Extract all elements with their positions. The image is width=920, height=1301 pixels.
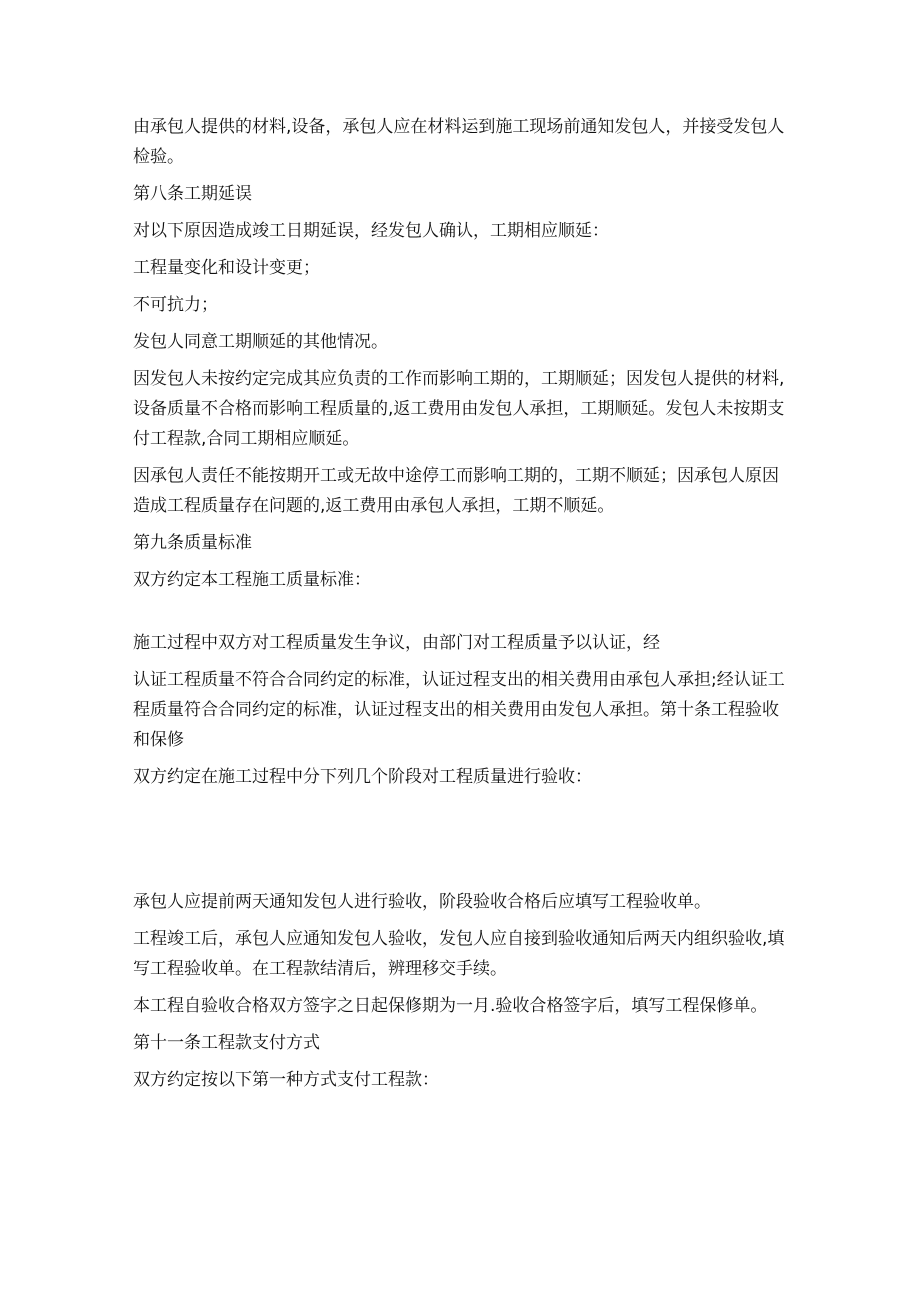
blank-space-quality-standard [133,602,788,628]
blank-space-acceptance-stages [133,799,788,887]
paragraph-quality-standard: 双方约定本工程施工质量标准： [133,570,371,590]
paragraph-employer-delay-responsibility: 因发包人未按约定完成其应负责的工作而影响工期的，工期顺延；因发包人提供的材料,设备质量不合格而影响工程质量的,返工费用由发包人承担，工期顺延。发包人未按期支付工程款,合同工期相应顺延。 [133,369,785,449]
paragraph-contractor-delay-responsibility: 因承包人责任不能按期开工或无故中途停工而影响工期的，工期不顺延；因承包人原因造成工程质量存在问题的,返工费用由承包人承担，工期不顺延。 [133,466,779,516]
paragraph-delay-reason-force-majeure: 不可抗力； [133,295,218,315]
section-heading-article-11: 第十一条工程款支付方式 [133,1033,320,1053]
paragraph-quality-dispute: 施工过程中双方对工程质量发生争议，由部门对工程质量予以认证，经 [133,633,660,653]
paragraph-stage-acceptance-intro: 双方约定在施工过程中分下列几个阶段对工程质量进行验收： [133,767,592,787]
paragraph-delay-reasons-intro: 对以下原因造成竣工日期延误，经发包人确认，工期相应顺延： [133,221,609,241]
section-heading-article-9: 第九条质量标准 [133,533,252,553]
paragraph-payment-method: 双方约定按以下第一种方式支付工程款： [133,1070,439,1090]
paragraph-stage-acceptance-notice: 承包人应提前两天通知发包人进行验收，阶段验收合格后应填写工程验收单。 [133,892,711,912]
paragraph-delay-reason-change: 工程量变化和设计变更； [133,258,320,278]
document-body [133,112,788,1102]
paragraph-delay-reason-other: 发包人同意工期顺延的其他情况。 [133,332,388,352]
paragraph-completion-acceptance: 工程竣工后，承包人应通知发包人验收，发包人应自接到验收通知后两天内组织验收,填写工程验收单。在工程款结清后，辨理移交手续。 [133,929,785,979]
paragraph-certification-costs: 认证工程质量不符合合同约定的标准，认证过程支出的相关费用由承包人承担;经认证工程质量符合合同约定的标准，认证过程支出的相关费用由发包人承担。第十条工程验收和保修 [133,670,785,750]
paragraph-warranty-period: 本工程自验收合格双方签字之日起保修期为一月.验收合格签字后，填写工程保修单。 [133,996,768,1016]
paragraph-materials-inspection: 由承包人提供的材料,设备，承包人应在材料运到施工现场前通知发包人，并接受发包人检验。 [133,117,785,167]
section-heading-article-8: 第八条工期延误 [133,184,252,204]
